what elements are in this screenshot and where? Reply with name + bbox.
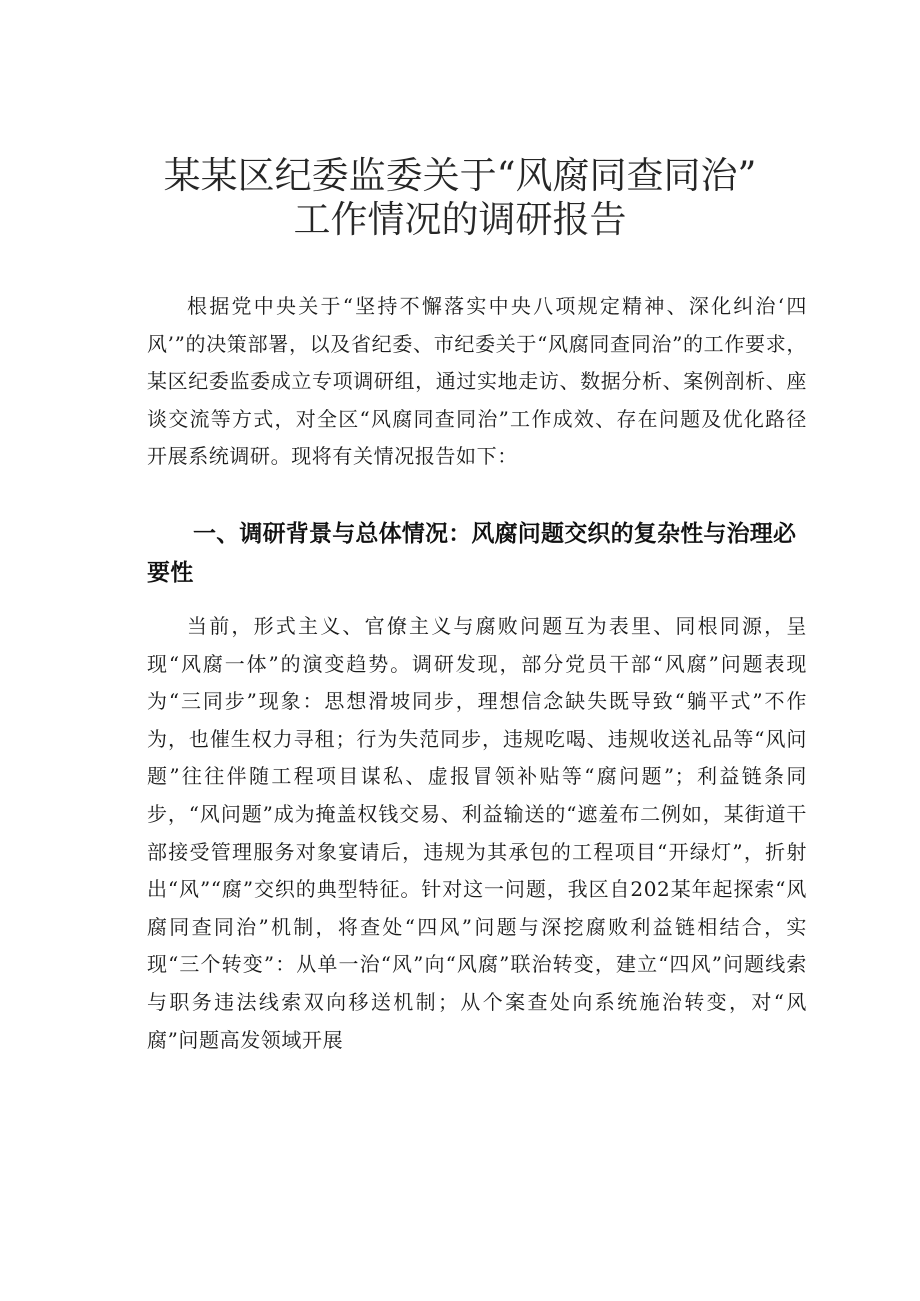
intro-paragraph: 根据党中央关于“坚持不懈落实中央八项规定精神、深化纠治‘四风’”的决策部署，以及省纪委、市纪委关于“风腐同查同治”的工作要求，某区纪委监委成立专项调研组，通过实地走访、数据分析、案例剖析、座谈交流等方式，对全区“风腐同查同治”工作成效、存在问题及优化路径开展系统调研。现将有关情况报告如下： (147, 294, 807, 469)
section-1-heading: 一、调研背景与总体情况：风腐问题交织的复杂性与治理必要性 (147, 521, 797, 586)
report-title-line-1: 某某区纪委监委关于“风腐同查同治” (163, 154, 757, 197)
report-title-line-2: 工作情况的调研报告 (293, 198, 627, 241)
section-1-paragraph: 当前，形式主义、官僚主义与腐败问题互为表里、同根同源，呈现“风腐一体”的演变趋势。调研发现，部分党员干部“风腐”问题表现为“三同步”现象：思想滑坡同步，理想信念缺失既导致“躺平式”不作为，也催生权力寻租；行为失范同步，违规吃喝、违规收送礼品等“风问题”往往伴随工程项目谋私、虚报冒领补贴等“腐问题”；利益链条同步，“风问题”成为掩盖权钱交易、利益输送的“遮羞布二例如，某街道干部接受管理服务对象宴请后，违规为其承包的工程项目“开绿灯”，折射出“风”“腐”交织的典型特征。针对这一问题，我区自202某年起探索“风腐同查同治”机制，将查处“四风”问题与深挖腐败利益链相结合，实现“三个转变”：从单一治“风”向“风腐”联治转变，建立“四风”问题线索与职务违法线索双向移送机制；从个案查处向系统施治转变，对“风腐”问题高发领域开展 (147, 614, 807, 1052)
